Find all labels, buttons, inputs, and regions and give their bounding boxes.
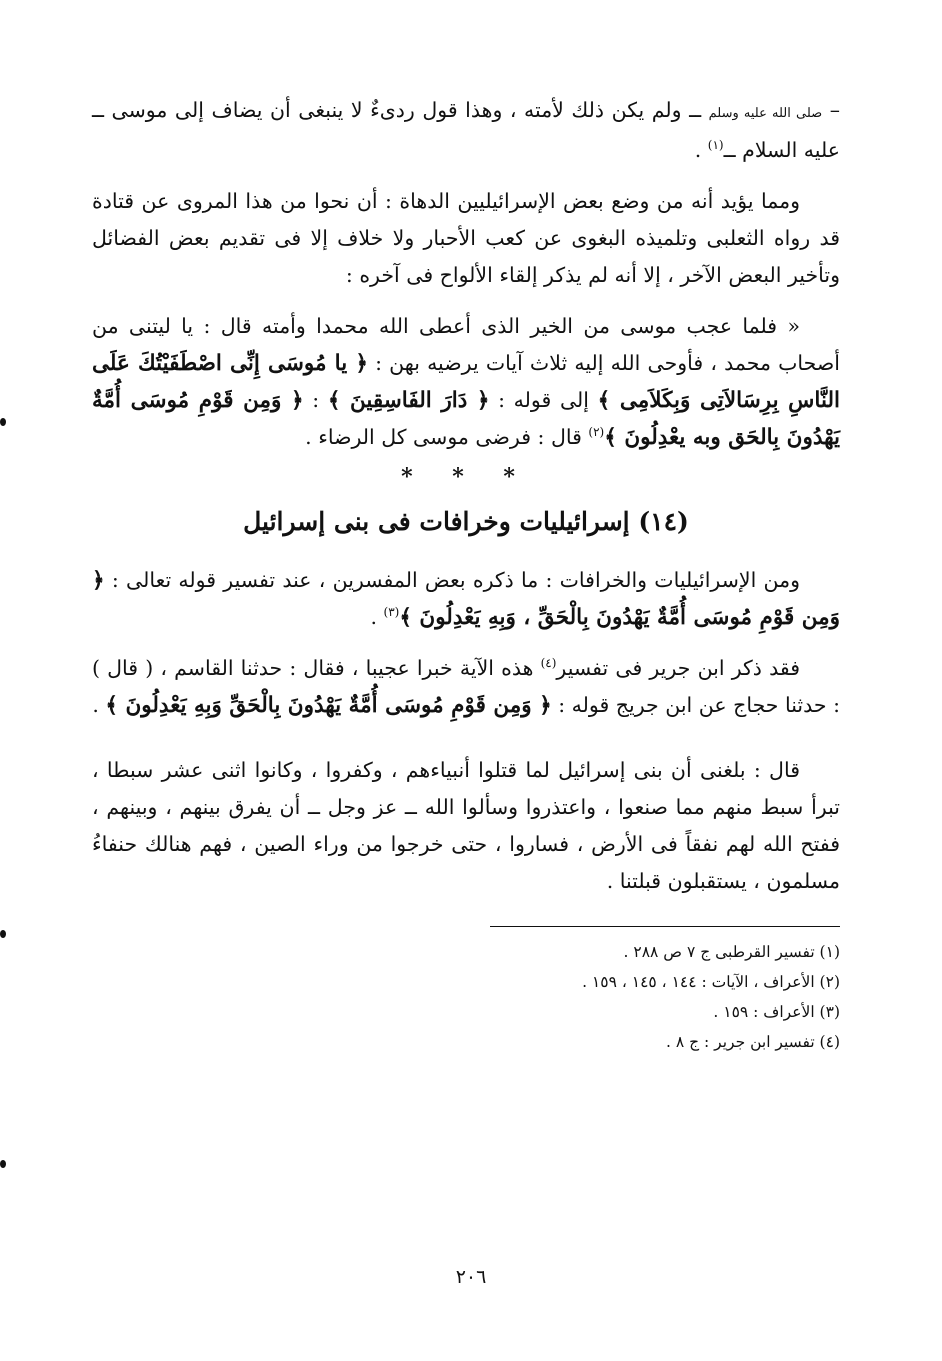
text-run: .: [694, 138, 708, 162]
footnote-1: (١) تفسير القرطبى ج ٧ ص ٢٨٨ .: [623, 943, 840, 961]
text-run: فقد ذكر ابن جرير فى تفسير: [556, 656, 800, 680]
text-run: .: [92, 693, 106, 717]
footnote-3: (٣) الأعراف : ١٥٩ .: [713, 1003, 840, 1021]
page-number: ٢٠٦: [455, 1266, 487, 1288]
quran-verse: ﴿ وَمِن قَوْمِ مُوسَى أُمَّةٌ يَهْدُونَ بِالحَق وبه يعْدِلُونَ ﴾: [92, 388, 840, 450]
footnote-2: (٢) الأعراف ، الآيات : ١٤٤ ، ١٤٥ ، ١٥٩ .: [582, 973, 840, 991]
footnote-ref-1[interactable]: (١): [707, 138, 724, 153]
text-run: قال : فرضى موسى كل الرضاء .: [305, 425, 589, 449]
text-run: هذه الآية خبرا عجيبا ، فقال : حدثنا القاسم ، ( قال ) : حدثنا حجاج عن ابن جريج قوله :: [92, 656, 840, 717]
paragraph-5: [92, 650, 840, 724]
footnote-ref-2[interactable]: (٢): [588, 425, 605, 440]
quran-verse: ﴿ وَمِن قَوْمِ مُوسَى أُمَّةٌ يَهْدُونَ بِالْحَقِّ وَبِهِ يَعْدِلُونَ ﴾: [105, 693, 552, 718]
footnote-4: (٤) تفسير ابن جرير : ج ٨ .: [665, 1033, 840, 1051]
text-run: ومن الإسرائيليات والخرافات : ما ذكره بعض المفسرين ، عند تفسير قوله تعالى :: [104, 568, 800, 592]
paragraph-3: [92, 308, 840, 456]
paragraph-6: قال : بلغنى أن بنى إسرائيل لما قتلوا أنبياءهم ، وكفروا ، وكانوا اثنى عشر سبطا ، تبرأ سبط منهم مما صنعوا ، واعتذروا وسألوا الله ــ عز وجل ــ أن يفرق بينهم ، وبينهم ، ففتح الله لهم نفقاً فى الأرض ، فساروا ، حتى خرجوا من وراء الصين ، فهم هنالك حنفاءُ مسلمون ، يستقبلون قبلتنا .: [92, 758, 840, 893]
section-heading: (١٤) إسرائيليات وخرافات فى بنى إسرائيل: [243, 507, 689, 536]
scan-mark: [0, 418, 6, 426]
text-run: –: [822, 98, 840, 122]
text-run: .: [370, 605, 384, 629]
footnote-divider: [490, 926, 840, 927]
text-run: « فلما عجب موسى من الخير الذى أعطى الله محمدا وأمته قال : يا ليتنى من أصحاب محمد ، فأوحى الله إليه ثلاث آيات يرضيه بهن :: [92, 314, 840, 375]
text-run: إلى قوله :: [489, 388, 598, 412]
paragraph-4: [92, 562, 840, 636]
quran-verse: ﴿ دَارَ الفَاسِقِينَ ﴾: [327, 388, 490, 413]
scan-mark: [0, 1160, 6, 1168]
paragraph-1: [92, 92, 840, 169]
text-run: ــ ولم يكن ذلك لأمته ، وهذا قول ردىءٌ لا ينبغى أن يضاف إلى موسى ــ عليه السلام ــ: [92, 98, 840, 162]
paragraph-2: ومما يؤيد أنه من وضع بعض الإسرائيليين الدهاة : أن نحوا من هذا المروى عن قتادة قد رواه الثعلبى وتلميذه البغوى عن كعب الأحبار ولا خلاف إلا فى تقديم بعض الفضائل وتأخير البعض الآخر ، إلا أنه لم يذكر إلقاء الألواح فى آخره :: [92, 189, 840, 287]
quran-verse: ﴿ يا مُوسَى إِنِّى اصْطَفَيْتُكَ عَلَى النَّاسِ بِرِسَالاَتِى وَبِكَلاَمِى ﴾: [92, 351, 840, 413]
footnotes: [92, 937, 840, 1057]
quran-verse: ﴿ وَمِن قَوْمِ مُوسَى أُمَّةٌ يَهْدُونَ بِالْحَقِّ ، وَبِهِ يَعْدِلُونَ ﴾: [92, 568, 840, 630]
footnote-ref-4[interactable]: (٤): [540, 656, 557, 671]
text-run: :: [303, 388, 328, 412]
section-separator: * * *: [401, 464, 531, 490]
footnote-ref-3[interactable]: (٣): [383, 605, 400, 620]
scan-mark: [0, 930, 6, 938]
page-content: [92, 92, 840, 1057]
honorific-symbol: صلى الله عليه وسلم: [708, 106, 823, 121]
